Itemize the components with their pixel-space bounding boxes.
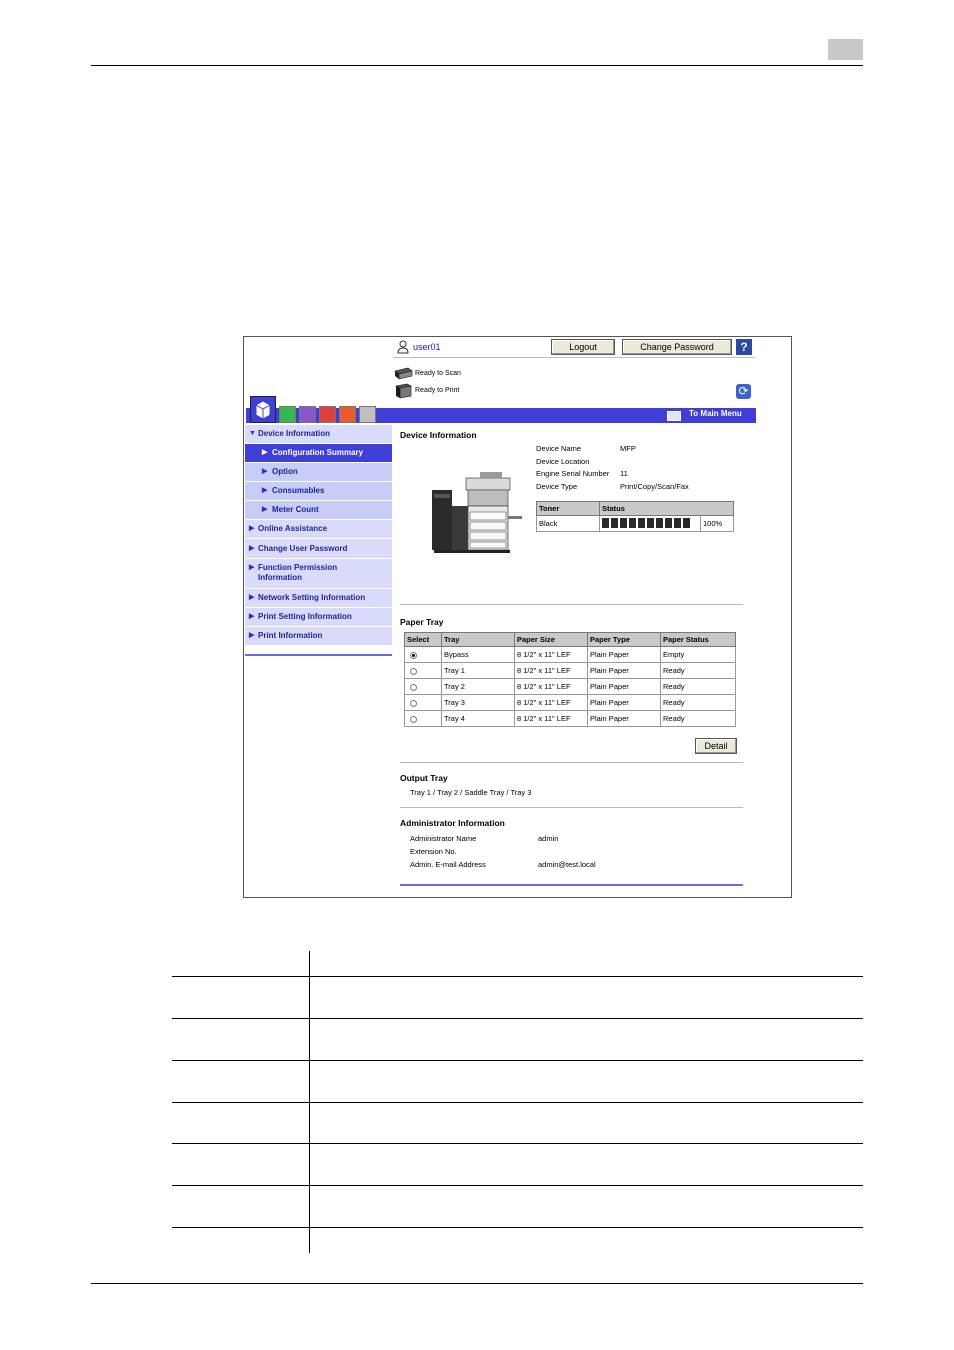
- triangle-right-icon: ▶: [249, 545, 255, 552]
- table-row: [405, 679, 736, 695]
- toner-segment: [629, 518, 636, 528]
- tray-radio-tray2[interactable]: [410, 684, 417, 691]
- tray-name: Tray 1: [442, 663, 515, 679]
- col-paper-size: Paper Size: [515, 633, 588, 647]
- refresh-icon[interactable]: ⟳: [736, 384, 751, 399]
- doc-table-rule: [172, 1060, 863, 1061]
- table-row: [405, 663, 736, 679]
- device-location-label: Device Location: [536, 457, 590, 466]
- admin-info-title: Administrator Information: [400, 818, 505, 828]
- tray-status: Ready: [661, 679, 736, 695]
- triangle-right-icon: ▶: [262, 506, 268, 513]
- triangle-right-icon: ▶: [249, 613, 255, 620]
- tab-box[interactable]: [299, 406, 316, 423]
- toner-segment: [656, 518, 663, 528]
- col-select: Select: [405, 633, 442, 647]
- toner-level-bar: [600, 516, 701, 532]
- logout-button[interactable]: Logout: [551, 339, 615, 355]
- doc-table-rule: [172, 1227, 863, 1228]
- doc-table-rule: [172, 976, 863, 977]
- tray-type: Plain Paper: [588, 695, 661, 711]
- tray-size: 8 1/2" x 11" LEF: [515, 711, 588, 727]
- status-header: Status: [600, 502, 734, 516]
- print-status: Ready to Print: [415, 387, 460, 394]
- tray-size: 8 1/2" x 11" LEF: [515, 663, 588, 679]
- tab-settings[interactable]: [359, 406, 376, 423]
- toner-segment: [674, 518, 681, 528]
- nav-option[interactable]: ▶ Option: [245, 463, 392, 482]
- section-divider: [400, 762, 743, 763]
- tray-name: Bypass: [442, 647, 515, 663]
- table-row: [405, 695, 736, 711]
- output-tray-title: Output Tray: [400, 773, 448, 783]
- user-icon: [397, 340, 409, 354]
- admin-name-value: admin: [538, 834, 559, 843]
- toner-header: Toner: [537, 502, 600, 516]
- tray-type: Plain Paper: [588, 663, 661, 679]
- triangle-right-icon: ▶: [249, 525, 255, 532]
- device-type-label: Device Type: [536, 482, 578, 491]
- page-number-box: [828, 39, 863, 60]
- content-bottom-rule: [400, 884, 743, 886]
- tab-store-address[interactable]: [339, 406, 356, 423]
- doc-table-column-rule: [309, 951, 310, 1253]
- engine-serial-value: 11: [620, 469, 628, 478]
- tray-status: Empty: [661, 647, 736, 663]
- tray-size: 8 1/2" x 11" LEF: [515, 679, 588, 695]
- tray-radio-tray1[interactable]: [410, 668, 417, 675]
- toner-table: [536, 501, 734, 532]
- doc-table-rule: [172, 1018, 863, 1019]
- tray-name: Tray 3: [442, 695, 515, 711]
- doc-table-rule: [172, 1143, 863, 1144]
- triangle-right-icon: ▶: [262, 449, 268, 456]
- nav-meter-count[interactable]: ▶ Meter Count: [245, 501, 392, 520]
- toner-level-text: 100%: [701, 516, 734, 532]
- tray-name: Tray 4: [442, 711, 515, 727]
- col-paper-status: Paper Status: [661, 633, 736, 647]
- nav-bottom-rule: [245, 654, 392, 656]
- nav-configuration-summary[interactable]: ▶ Configuration Summary: [245, 444, 392, 463]
- tray-size: 8 1/2" x 11" LEF: [515, 695, 588, 711]
- tab-print[interactable]: [319, 406, 336, 423]
- triangle-right-icon: ▶: [249, 632, 255, 639]
- tray-type: Plain Paper: [588, 679, 661, 695]
- header-rule: [91, 65, 863, 66]
- toner-color: Black: [537, 516, 600, 532]
- table-row: [405, 711, 736, 727]
- device-type-value: Print/Copy/Scan/Fax: [620, 482, 689, 491]
- toner-segment: [602, 518, 609, 528]
- nav-online-assistance[interactable]: ▶ Online Assistance: [245, 520, 392, 539]
- header-separator: [393, 357, 755, 358]
- doc-table-rule: [172, 1185, 863, 1186]
- tray-type: Plain Paper: [588, 711, 661, 727]
- help-icon[interactable]: ?: [736, 339, 752, 355]
- tray-status: Ready: [661, 711, 736, 727]
- col-tray: Tray: [442, 633, 515, 647]
- table-row: [405, 647, 736, 663]
- col-paper-type: Paper Type: [588, 633, 661, 647]
- detail-button[interactable]: Detail: [695, 738, 737, 754]
- footer-rule: [91, 1283, 863, 1284]
- main-menu-icon: [667, 411, 681, 421]
- triangle-right-icon: ▶: [249, 594, 255, 601]
- printer-icon: [393, 383, 413, 399]
- tray-name: Tray 2: [442, 679, 515, 695]
- scan-status: Ready to Scan: [415, 370, 461, 377]
- box-icon: [251, 397, 275, 422]
- toner-segment: [665, 518, 672, 528]
- triangle-right-icon: ▶: [262, 468, 268, 475]
- toner-segment: [683, 518, 690, 528]
- doc-table-rule: [172, 1102, 863, 1103]
- nav-consumables[interactable]: ▶ Consumables: [245, 482, 392, 501]
- to-main-menu-link[interactable]: To Main Menu: [689, 409, 742, 418]
- nav-device-information[interactable]: ▼ Device Information: [245, 425, 392, 444]
- toner-segment: [611, 518, 618, 528]
- paper-tray-table: [404, 632, 736, 727]
- tab-device-info[interactable]: [250, 396, 276, 423]
- output-tray-value: Tray 1 / Tray 2 / Saddle Tray / Tray 3: [410, 788, 532, 797]
- tray-radio-bypass[interactable]: [410, 652, 417, 659]
- nav-function-permission-information[interactable]: ▶ Function Permission Information: [245, 559, 392, 589]
- tray-radio-tray4[interactable]: [410, 716, 417, 723]
- tray-status: Ready: [661, 695, 736, 711]
- admin-name-label: Administrator Name: [410, 834, 477, 843]
- device-info-title: Device Information: [400, 430, 477, 440]
- tray-size: 8 1/2" x 11" LEF: [515, 647, 588, 663]
- admin-email-value: admin@test.local: [538, 860, 596, 869]
- triangle-right-icon: ▶: [262, 487, 268, 494]
- device-name-value: MFP: [620, 444, 636, 453]
- engine-serial-label: Engine Serial Number: [536, 469, 610, 478]
- user-name-link[interactable]: user01: [413, 342, 441, 352]
- section-divider: [400, 807, 743, 808]
- admin-email-label: Admin. E-mail Address: [410, 860, 486, 869]
- tray-type: Plain Paper: [588, 647, 661, 663]
- device-name-label: Device Name: [536, 444, 582, 453]
- triangle-down-icon: ▼: [249, 430, 256, 437]
- paper-tray-title: Paper Tray: [400, 617, 444, 627]
- change-password-button[interactable]: Change Password: [622, 339, 732, 355]
- mfp-device-image: [430, 468, 526, 556]
- section-divider: [400, 604, 743, 605]
- toner-segment: [638, 518, 645, 528]
- tray-status: Ready: [661, 663, 736, 679]
- nav-network-setting-information[interactable]: ▶ Network Setting Information: [245, 589, 392, 608]
- toner-segment: [647, 518, 654, 528]
- nav-print-setting-information[interactable]: ▶ Print Setting Information: [245, 608, 392, 627]
- nav-print-information[interactable]: ▶ Print Information: [245, 627, 392, 646]
- nav-change-user-password[interactable]: ▶ Change User Password: [245, 539, 392, 559]
- scanner-icon: [393, 367, 413, 381]
- extension-label: Extension No.: [410, 847, 457, 856]
- tray-radio-tray3[interactable]: [410, 700, 417, 707]
- toner-segment: [620, 518, 627, 528]
- triangle-right-icon: ▶: [249, 564, 255, 571]
- tab-jobs[interactable]: [279, 406, 296, 423]
